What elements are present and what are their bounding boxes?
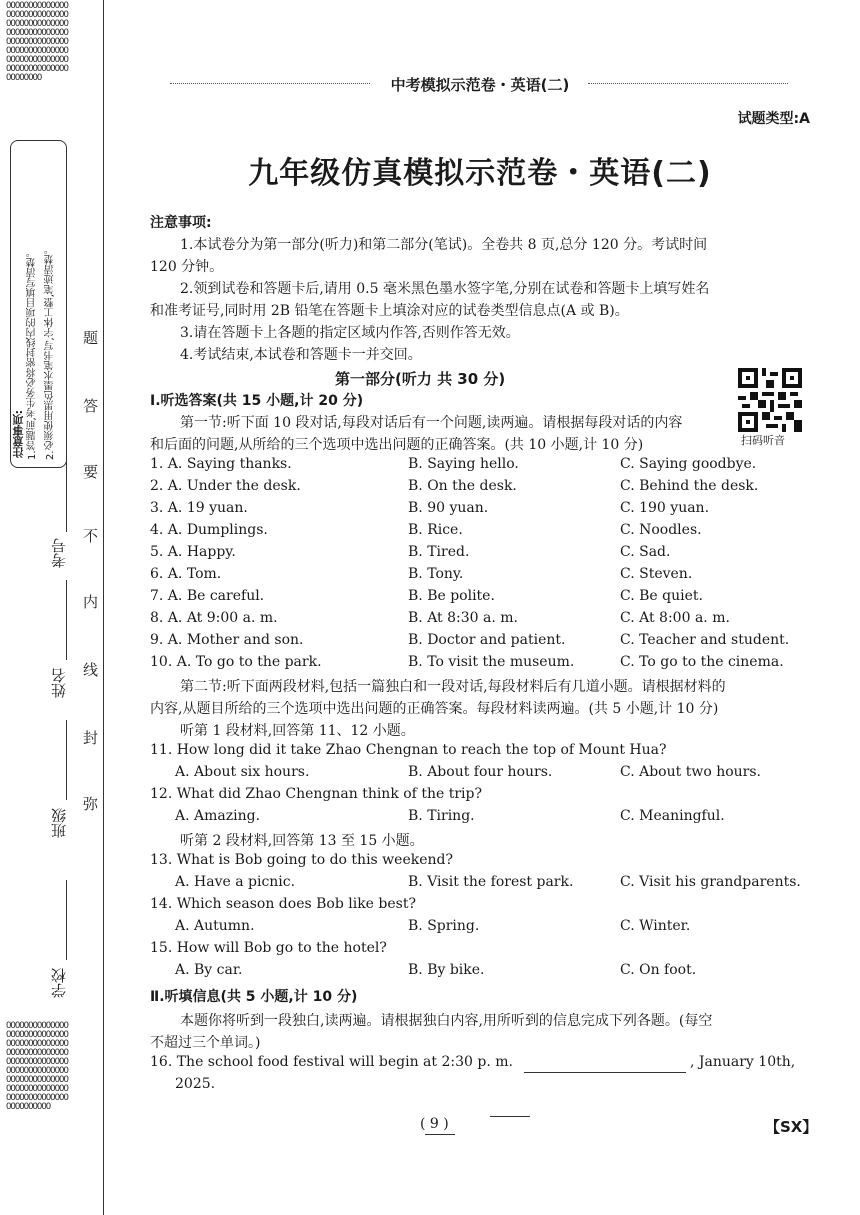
page-title: 九年级仿真模拟示范卷・英语(二) — [248, 156, 712, 191]
q15-option-c: C. On foot. — [620, 962, 697, 978]
q16-text-b: , January 10th, — [690, 1054, 796, 1070]
notice-text — [24, 150, 60, 460]
seal-margin — [0, 0, 118, 1215]
q15-option-b: B. By bike. — [408, 962, 485, 978]
edition-code: 【SX】 — [765, 1118, 818, 1136]
q16-text-c: 2025. — [175, 1076, 216, 1092]
q4-option-b: B. Rice. — [408, 522, 463, 538]
note-line-1: 1.本试卷分为第一部分(听力)和第二部分(笔试)。全卷共 8 页,总分 120 分。考试时间 — [180, 237, 708, 253]
seal-char-7: 答 — [81, 398, 99, 413]
section1-intro-line-1: 第一节:听下面 10 段对话,每段对话后有一个问题,读两遍。请根据每段对话的内容 — [180, 415, 683, 431]
decorative-circles-top: OOOOOOOOOOOOOOOOOOOOOOOOOOOOOOOOOOOOOOOOOOOOOOOOOOOOOOOOOOOOOOOOOOOOOOOOOOOOOOOOOOOOOOOOOOOOOOOOOOOOOOOOOOOOOOOOOOOOOOOO — [6, 1, 68, 83]
paper-type: 试题类型:A — [737, 111, 810, 127]
seal-char-2: 封 — [81, 730, 99, 745]
seal-char-1: 弥 — [81, 796, 99, 811]
q3-option-b: B. 90 yuan. — [408, 500, 489, 516]
q11-option-b: B. About four hours. — [408, 764, 553, 780]
q9-option-c: C. Teacher and student. — [620, 632, 790, 648]
q7-option-b: B. Be polite. — [408, 588, 495, 604]
q14-option-c: C. Winter. — [620, 918, 691, 934]
note-line-3: 2.领到试卷和答题卡后,请用 0.5 毫米黑色墨水签字笔,分别在试卷和答题卡上填写姓名 — [180, 281, 710, 297]
field-id: 考号 — [50, 538, 68, 568]
running-title: 中考模拟示范卷・英语(二) — [390, 76, 570, 94]
decorative-circles-bottom: OOOOOOOOOOOOOOOOOOOOOOOOOOOOOOOOOOOOOOOOOOOOOOOOOOOOOOOOOOOOOOOOOOOOOOOOOOOOOOOOOOOOOOOOOOOOOOOOOOOOOOOOOOOOOOOOOOOOOOOOOOOOOOOOOOOOOOOO — [6, 1021, 68, 1112]
field-name: 姓名 — [50, 668, 68, 698]
q16-blank — [524, 1072, 686, 1073]
page-number-value: 9 — [429, 1116, 439, 1132]
note-line-6: 4.考试结束,本试卷和答题卡一并交回。 — [180, 347, 422, 363]
q5-option-a: 5. A. Happy. — [150, 544, 236, 560]
page-overline-right — [490, 1116, 530, 1117]
q14-option-b: B. Spring. — [408, 918, 480, 934]
section2-intro-line-1: 本题你将听到一段独白,读两遍。请根据独白内容,用所听到的信息完成下列各题。(每空 — [180, 1013, 713, 1029]
section1-heading: Ⅰ.听选答案(共 15 小题,计 20 分) — [150, 393, 364, 409]
q3-option-c: C. 190 yuan. — [620, 500, 710, 516]
q13-option-c: C. Visit his grandparents. — [620, 874, 801, 890]
part1-heading: 第一部分(听力 共 30 分) — [335, 370, 506, 388]
section2-heading: Ⅱ.听填信息(共 5 小题,计 10 分) — [150, 989, 358, 1005]
q10-option-b: B. To visit the museum. — [408, 654, 575, 670]
note-line-5: 3.请在答题卡上各题的指定区域内作答,否则作答无效。 — [180, 325, 520, 341]
q13-stem: 13. What is Bob going to do this weekend? — [150, 852, 453, 868]
field-name-line — [66, 580, 67, 660]
q6-option-b: B. Tony. — [408, 566, 464, 582]
q6-option-c: C. Steven. — [620, 566, 693, 582]
q12-option-c: C. Meaningful. — [620, 808, 725, 824]
notice-line-1: 1.答题前,考生务必将密封线内的项目填写清楚。 — [27, 247, 38, 460]
q8-option-a: 8. A. At 9:00 a. m. — [150, 610, 278, 626]
qr-code-icon — [738, 368, 802, 432]
note-line-4: 和准考证号,同时用 2B 铅笔在答题卡上填涂对应的试卷类型信息点(A 或 B)。 — [150, 303, 629, 319]
seal-line — [103, 0, 104, 1215]
field-class: 班级 — [50, 808, 68, 838]
q12-option-b: B. Tiring. — [408, 808, 475, 824]
q4-option-c: C. Noodles. — [620, 522, 702, 538]
section2-intro-line-2: 不超过三个单词。) — [150, 1035, 261, 1051]
q15-option-a: A. By car. — [175, 962, 243, 978]
q10-option-a: 10. A. To go to the park. — [150, 654, 322, 670]
q9-option-a: 9. A. Mother and son. — [150, 632, 304, 648]
section1-intro-line-2: 和后面的问题,从所给的三个选项中选出问题的正确答案。(共 10 小题,计 10 分) — [150, 437, 644, 453]
q12-option-a: A. Amazing. — [175, 808, 261, 824]
page-underline-left — [425, 1134, 455, 1135]
field-class-line — [66, 720, 67, 800]
q10-option-c: C. To go to the cinema. — [620, 654, 784, 670]
q1-option-c: C. Saying goodbye. — [620, 456, 757, 472]
q7-option-a: 7. A. Be careful. — [150, 588, 265, 604]
q13-option-a: A. Have a picnic. — [175, 874, 296, 890]
field-school-line — [66, 880, 67, 960]
q11-option-a: A. About six hours. — [175, 764, 310, 780]
notice-title: 注意事项: — [12, 410, 25, 459]
q4-option-a: 4. A. Dumplings. — [150, 522, 268, 538]
q1-option-a: 1. A. Saying thanks. — [150, 456, 292, 472]
section1-intro2-line-1: 第二节:听下面两段材料,包括一篇独白和一段对话,每段材料后有几道小题。请根据材料的 — [180, 679, 726, 695]
q13-option-b: B. Visit the forest park. — [408, 874, 574, 890]
q16-text-a: 16. The school food festival will begin at 2:30 p. m. — [150, 1054, 513, 1070]
q8-option-b: B. At 8:30 a. m. — [408, 610, 518, 626]
section1-intro2-line-2: 内容,从题目所给的三个选项中选出问题的正确答案。每段材料读两遍。(共 5 小题,计 10 分) — [150, 701, 719, 717]
q14-stem: 14. Which season does Bob like best? — [150, 896, 416, 912]
q2-option-b: B. On the desk. — [408, 478, 517, 494]
q11-stem: 11. How long did it take Zhao Chengnan to reach the top of Mount Hua? — [150, 742, 667, 758]
seal-char-3: 线 — [81, 662, 99, 677]
field-id-line — [66, 456, 67, 532]
seal-char-6: 要 — [81, 464, 99, 479]
seal-char-4: 内 — [81, 594, 99, 609]
page-number: ( 9 ) — [420, 1116, 449, 1132]
q15-stem: 15. How will Bob go to the hotel? — [150, 940, 387, 956]
q2-option-a: 2. A. Under the desk. — [150, 478, 301, 494]
q14-option-a: A. Autumn. — [175, 918, 255, 934]
q5-option-c: C. Sad. — [620, 544, 671, 560]
notice-line-2: 2.必须使用黑色墨水笔书写,字体工整,笔迹清楚。 — [45, 244, 56, 460]
q3-option-a: 3. A. 19 yuan. — [150, 500, 248, 516]
note-line-2: 120 分钟。 — [150, 259, 224, 275]
material-1-note: 听第 1 段材料,回答第 11、12 小题。 — [180, 723, 415, 739]
notes-heading: 注意事项: — [150, 215, 212, 231]
q9-option-b: B. Doctor and patient. — [408, 632, 566, 648]
q5-option-b: B. Tired. — [408, 544, 470, 560]
seal-char-5: 不 — [81, 528, 99, 543]
q2-option-c: C. Behind the desk. — [620, 478, 759, 494]
qr-label: 扫码听音 — [741, 434, 785, 447]
q7-option-c: C. Be quiet. — [620, 588, 703, 604]
field-school: 学校 — [50, 968, 68, 998]
seal-char-8: 题 — [81, 330, 99, 345]
q6-option-a: 6. A. Tom. — [150, 566, 222, 582]
q8-option-c: C. At 8:00 a. m. — [620, 610, 730, 626]
q11-option-c: C. About two hours. — [620, 764, 761, 780]
q1-option-b: B. Saying hello. — [408, 456, 519, 472]
material-2-note: 听第 2 段材料,回答第 13 至 15 小题。 — [180, 833, 424, 849]
q12-stem: 12. What did Zhao Chengnan think of the trip? — [150, 786, 482, 802]
